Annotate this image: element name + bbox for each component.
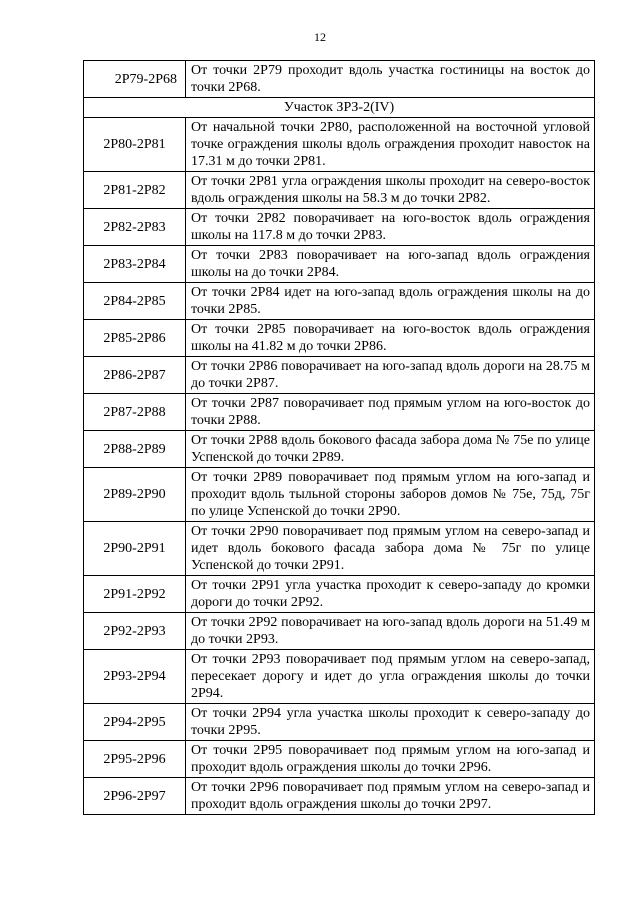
table-row (84, 741, 595, 778)
segment-description: От точки 2Р86 поворачивает на юго-запад вдоль дороги на 28.75 м до точки 2Р87. (186, 357, 595, 394)
segment-description: От точки 2Р90 поворачивает под прямым углом на северо-запад и идет вдоль бокового фасада забора дома № 75г по улице Успенской до точки 2Р91. (186, 522, 595, 576)
table-body (84, 61, 595, 815)
segment-description: От точки 2Р96 поворачивает под прямым углом на северо-запад и проходит вдоль ограждения школы до точки 2Р97. (186, 778, 595, 815)
segment-description: От точки 2Р79 проходит вдоль участка гостиницы на восток до точки 2Р68. (186, 61, 595, 98)
segment-code: 2Р95-2Р96 (84, 741, 186, 778)
page-number: 12 (314, 30, 326, 44)
segment-code: 2Р90-2Р91 (84, 522, 186, 576)
table-row (84, 209, 595, 246)
segment-code: 2Р79-2Р68 (84, 61, 186, 98)
segment-description: От точки 2Р82 поворачивает на юго-восток вдоль ограждения школы на 117.8 м до точки 2Р83. (186, 209, 595, 246)
table-row (84, 431, 595, 468)
table-row (84, 576, 595, 613)
table-row (84, 613, 595, 650)
segment-code: 2Р82-2Р83 (84, 209, 186, 246)
table-row (84, 522, 595, 576)
segment-description: От точки 2Р94 угла участка школы проходит к северо-западу до точки 2Р95. (186, 704, 595, 741)
segment-code: 2Р94-2Р95 (84, 704, 186, 741)
table-row (84, 778, 595, 815)
segment-code: 2Р92-2Р93 (84, 613, 186, 650)
segment-code: 2Р85-2Р86 (84, 320, 186, 357)
boundary-description-table (83, 60, 595, 815)
table-row (84, 650, 595, 704)
table-row (84, 172, 595, 209)
table-row (84, 704, 595, 741)
table-row (84, 468, 595, 522)
section-heading-row (84, 98, 595, 118)
segment-code: 2Р83-2Р84 (84, 246, 186, 283)
segment-description: От точки 2Р88 вдоль бокового фасада забора дома № 75е по улице Успенской до точки 2Р89. (186, 431, 595, 468)
segment-description: От точки 2Р95 поворачивает под прямым углом на юго-запад и проходит вдоль ограждения школы до точки 2Р96. (186, 741, 595, 778)
segment-code: 2Р86-2Р87 (84, 357, 186, 394)
table-row (84, 357, 595, 394)
segment-code: 2Р81-2Р82 (84, 172, 186, 209)
table-row (84, 320, 595, 357)
segment-code: 2Р88-2Р89 (84, 431, 186, 468)
segment-description: От точки 2Р87 поворачивает под прямым углом на юго-восток до точки 2Р88. (186, 394, 595, 431)
segment-description: От точки 2Р85 поворачивает на юго-восток вдоль ограждения школы на 41.82 м до точки 2Р86. (186, 320, 595, 357)
segment-description: От точки 2Р93 поворачивает под прямым углом на северо-запад, пересекает дорогу и идет до угла ограждения школы до точки 2Р94. (186, 650, 595, 704)
segment-code: 2Р96-2Р97 (84, 778, 186, 815)
table-row (84, 283, 595, 320)
segment-description: От точки 2Р84 идет на юго-запад вдоль ограждения школы на до точки 2Р85. (186, 283, 595, 320)
segment-code: 2Р84-2Р85 (84, 283, 186, 320)
table-row (84, 118, 595, 172)
segment-description: От точки 2Р91 угла участка проходит к северо-западу до кромки дороги до точки 2Р92. (186, 576, 595, 613)
section-heading: Участок ЗРЗ-2(IV) (84, 98, 595, 118)
segment-code: 2Р91-2Р92 (84, 576, 186, 613)
table-row (84, 61, 595, 98)
segment-code: 2Р80-2Р81 (84, 118, 186, 172)
segment-code: 2Р87-2Р88 (84, 394, 186, 431)
table-row (84, 246, 595, 283)
segment-description: От точки 2Р81 угла ограждения школы проходит на северо-восток вдоль ограждения школы на 58.3 м до точки 2Р82. (186, 172, 595, 209)
segment-description: От начальной точки 2Р80, расположенной на восточной угловой точке ограждения школы вдоль ограждения проходит навосток на 17.31 м до точки 2Р81. (186, 118, 595, 172)
segment-description: От точки 2Р92 поворачивает на юго-запад вдоль дороги на 51.49 м до точки 2Р93. (186, 613, 595, 650)
segment-description: От точки 2Р89 поворачивает под прямым углом на юго-запад и проходит вдоль тыльной стороны заборов домов № 75е, 75д, 75г по улице Успенской до точки 2Р90. (186, 468, 595, 522)
segment-code: 2Р89-2Р90 (84, 468, 186, 522)
table-row (84, 394, 595, 431)
segment-code: 2Р93-2Р94 (84, 650, 186, 704)
segment-description: От точки 2Р83 поворачивает на юго-запад вдоль ограждения школы на до точки 2Р84. (186, 246, 595, 283)
